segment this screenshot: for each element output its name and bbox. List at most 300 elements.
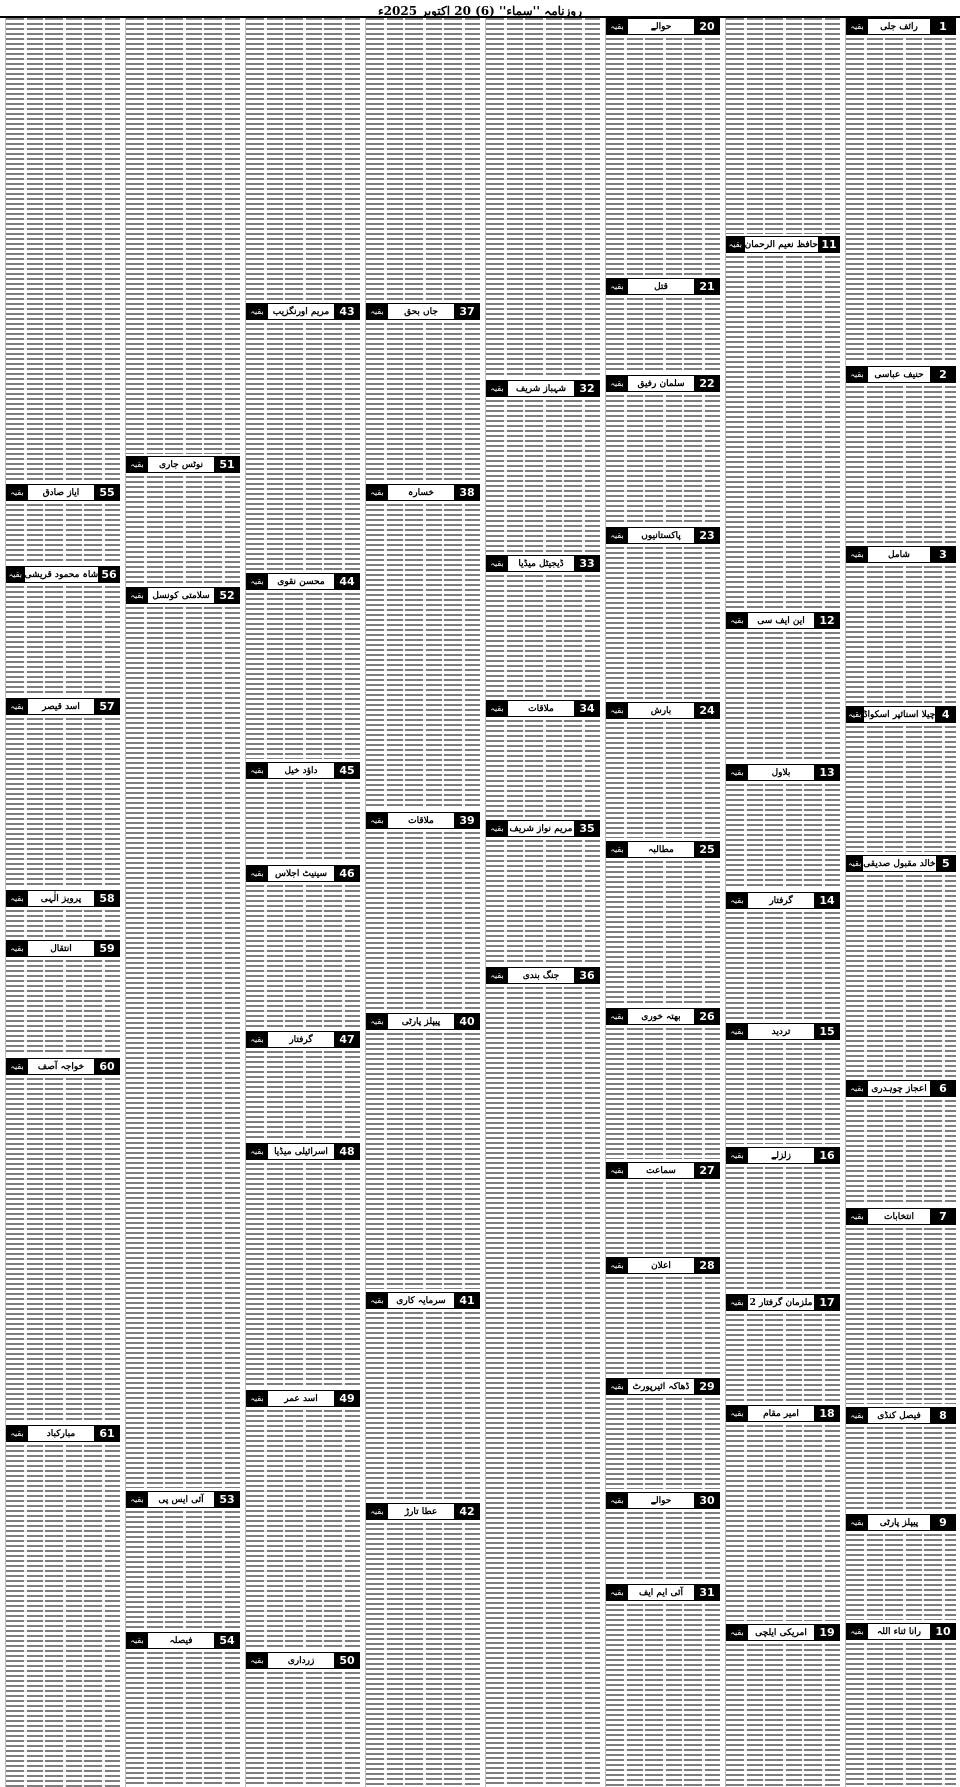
story-heading [246,865,360,882]
story-title: مطالبہ [628,841,694,858]
story-number: 12 [814,612,840,629]
story-number: 5 [936,855,956,872]
continuation-tag: بقیہ [246,1031,268,1048]
story-title: 2 ملزمان گرفتار [748,1294,814,1311]
story-heading [726,1023,840,1040]
body-text-block [246,18,360,301]
story-title: حوالے [628,1492,694,1509]
story-title: اعجاز چوہدری [868,1080,930,1097]
body-text-block [6,586,120,695]
continuation-tag: بقیہ [126,456,148,473]
body-text-block [126,18,240,454]
story-heading [606,1378,720,1395]
body-text-block [486,400,600,552]
story-number: 45 [334,762,360,779]
story-heading [6,1058,120,1075]
story-number: 33 [574,555,600,572]
continuation-tag: بقیہ [486,700,508,717]
body-text-block [486,840,600,964]
body-text-block [726,1644,840,1787]
story-number: 25 [694,841,720,858]
story-title: امریکی ایلچی [748,1624,814,1641]
story-heading [726,1147,840,1164]
story-title: فیصلہ [148,1632,214,1649]
story-title: پرویز الٰہی [28,890,94,907]
story-title: سینیٹ اجلاس [268,865,334,882]
body-text-block [606,861,720,1005]
story-number: 53 [214,1491,240,1508]
story-title: سلمان رفیق [628,375,694,392]
continuation-tag: بقیہ [606,278,628,295]
story-number: 39 [454,812,480,829]
body-text-block [126,1511,240,1629]
story-title: زرداری [268,1652,334,1669]
continuation-tag: بقیہ [846,855,863,872]
story-heading [726,1294,840,1311]
continuation-tag: بقیہ [6,890,28,907]
story-number: 17 [814,1294,840,1311]
story-number: 16 [814,1147,840,1164]
continuation-tag: بقیہ [726,1405,748,1422]
story-heading [246,1143,360,1160]
body-text-block [726,1167,840,1291]
story-title: آئی ایم ایف [628,1584,694,1601]
story-title: گرفتار [748,892,814,909]
story-title: داؤد خیل [268,762,334,779]
story-number: 14 [814,892,840,909]
story-title: بلاول [748,764,814,781]
story-title: رانا ثناء اللہ [868,1623,930,1640]
continuation-tag: بقیہ [606,1378,628,1395]
story-heading [126,456,240,473]
continuation-tag: بقیہ [846,1080,868,1097]
story-number: 34 [574,700,600,717]
body-text-block [246,1410,360,1649]
story-number: 48 [334,1143,360,1160]
body-text-block [606,1398,720,1489]
story-number: 26 [694,1008,720,1025]
body-text-block [126,607,240,1488]
story-number: 21 [694,278,720,295]
story-heading [6,698,120,715]
story-number: 35 [574,820,600,837]
body-text-block [606,395,720,524]
story-number: 9 [930,1514,956,1531]
story-title: نوٹس جاری [148,456,214,473]
continuation-tag: بقیہ [726,1147,748,1164]
news-column [486,18,600,1787]
story-heading [846,1080,956,1097]
story-heading [486,700,600,717]
story-heading [726,236,840,253]
story-heading [486,555,600,572]
body-text-block [366,1523,480,1787]
story-number: 28 [694,1257,720,1274]
body-text-block [606,298,720,372]
body-text-block [726,632,840,761]
story-number: 52 [214,587,240,604]
body-text-block [606,722,720,838]
story-heading [366,1503,480,1520]
continuation-tag: بقیہ [606,375,628,392]
story-heading [846,546,956,563]
body-text-block [846,1427,956,1511]
story-title: خالد مقبول صدیقی [863,855,935,872]
body-text-block [366,504,480,809]
story-title: شہباز شریف [508,380,574,397]
story-heading [126,1491,240,1508]
continuation-tag: بقیہ [606,841,628,858]
news-column [726,18,840,1787]
body-text-block [246,323,360,570]
story-number: 7 [930,1208,956,1225]
continuation-tag: بقیہ [486,380,508,397]
story-heading [126,1632,240,1649]
story-number: 31 [694,1584,720,1601]
continuation-tag: بقیہ [486,967,508,984]
story-title: محسن نقوی [268,573,334,590]
news-column [846,18,956,1787]
continuation-tag: بقیہ [726,612,748,629]
story-title: حافظ نعیم الرحمان [745,236,818,253]
story-title: قتل [628,278,694,295]
story-title: انتخابات [868,1208,930,1225]
story-heading [846,1208,956,1225]
story-title: گرفتار [268,1031,334,1048]
story-number: 20 [694,18,720,35]
continuation-tag: بقیہ [6,698,28,715]
body-text-block [846,38,956,363]
story-number: 59 [94,940,120,957]
story-title: فیصل کنڈی [868,1407,930,1424]
body-text-block [846,875,956,1077]
continuation-tag: بقیہ [246,1143,268,1160]
story-heading [366,812,480,829]
continuation-tag: بقیہ [846,1514,868,1531]
body-text-block [6,718,120,887]
body-text-block [126,1652,240,1787]
body-text-block [6,960,120,1055]
story-number: 30 [694,1492,720,1509]
story-heading [726,764,840,781]
continuation-tag: بقیہ [846,1208,868,1225]
story-number: 22 [694,375,720,392]
story-number: 8 [930,1407,956,1424]
continuation-tag: بقیہ [846,366,868,383]
continuation-tag: بقیہ [6,940,28,957]
story-heading [726,612,840,629]
body-text-block [606,1182,720,1254]
story-heading [246,1652,360,1669]
story-number: 58 [94,890,120,907]
story-number: 46 [334,865,360,882]
body-text-block [846,726,956,852]
body-text-block [366,323,480,481]
continuation-tag: بقیہ [726,236,745,253]
masthead [0,0,960,18]
body-text-block [846,386,956,543]
story-heading [486,967,600,984]
continuation-tag: بقیہ [246,762,268,779]
story-heading [6,566,120,583]
story-heading [246,762,360,779]
story-title: شاہ محمود قریشی [25,566,99,583]
story-heading [846,1514,956,1531]
story-heading [6,1425,120,1442]
body-text-block [6,18,120,482]
story-title: چیلا اسنائپر اسکواڈ [864,706,936,723]
story-number: 10 [930,1623,956,1640]
body-text-block [606,1512,720,1581]
story-heading [726,1624,840,1641]
story-number: 27 [694,1162,720,1179]
story-title: اسرائیلی میڈیا [268,1143,334,1160]
continuation-tag: بقیہ [366,484,388,501]
body-text-block [246,782,360,862]
continuation-tag: بقیہ [846,546,868,563]
body-text-block [726,1043,840,1144]
body-text-block [726,18,840,234]
body-text-block [6,504,120,563]
story-number: 13 [814,764,840,781]
continuation-tag: بقیہ [366,1503,388,1520]
continuation-tag: بقیہ [606,1492,628,1509]
story-title: پیپلز پارٹی [868,1514,930,1531]
continuation-tag: بقیہ [606,1257,628,1274]
body-text-block [486,18,600,378]
story-heading [606,527,720,544]
story-number: 3 [930,546,956,563]
story-heading [846,366,956,383]
story-title: امیر مقام [748,1405,814,1422]
continuation-tag: بقیہ [126,587,148,604]
story-title: آئی ایس پی [148,1491,214,1508]
story-heading [366,1013,480,1030]
continuation-tag: بقیہ [246,303,268,320]
story-title: بھتہ خوری [628,1008,694,1025]
story-number: 29 [694,1378,720,1395]
continuation-tag: بقیہ [606,1162,628,1179]
story-title: رائف جلی [868,18,930,35]
story-heading [246,1031,360,1048]
story-heading [846,18,956,35]
story-title: ملاقات [388,812,454,829]
story-heading [246,303,360,320]
story-title: سرمایہ کاری [388,1292,454,1309]
story-heading [486,820,600,837]
continuation-tag: بقیہ [606,1584,628,1601]
continuation-tag: بقیہ [246,865,268,882]
story-heading [126,587,240,604]
body-text-block [6,1078,120,1422]
body-text-block [486,987,600,1787]
newspaper-page [4,18,956,1787]
story-title: ڈیجیٹل میڈیا [508,555,574,572]
story-number: 6 [930,1080,956,1097]
continuation-tag: بقیہ [6,484,28,501]
body-text-block [486,575,600,697]
story-heading [606,1492,720,1509]
story-heading [606,278,720,295]
body-text-block [606,1277,720,1375]
story-title: حوالے [628,18,694,35]
story-number: 60 [94,1058,120,1075]
story-title: ڈھاکہ ائیرپورٹ [628,1378,694,1395]
story-title: اعلان [628,1257,694,1274]
body-text-block [846,1534,956,1620]
story-heading [6,890,120,907]
story-title: تردید [748,1023,814,1040]
continuation-tag: بقیہ [6,1425,28,1442]
story-title: اسد قیصر [28,698,94,715]
body-text-block [606,1604,720,1787]
story-number: 4 [935,706,956,723]
body-text-block [6,1445,120,1787]
body-text-block [6,910,120,937]
news-column [126,18,240,1787]
story-number: 37 [454,303,480,320]
story-title: ایاز صادق [28,484,94,501]
continuation-tag: بقیہ [126,1491,148,1508]
continuation-tag: بقیہ [486,820,508,837]
story-number: 19 [814,1624,840,1641]
continuation-tag: بقیہ [846,706,864,723]
story-number: 50 [334,1652,360,1669]
continuation-tag: بقیہ [366,303,388,320]
story-number: 55 [94,484,120,501]
body-text-block [606,547,720,699]
body-text-block [246,1672,360,1787]
continuation-tag: بقیہ [246,1652,268,1669]
story-number: 40 [454,1013,480,1030]
body-text-block [726,1425,840,1621]
story-number: 11 [818,236,840,253]
story-heading [846,706,956,723]
continuation-tag: بقیہ [366,1013,388,1030]
news-column [366,18,480,1787]
story-heading [486,380,600,397]
story-number: 18 [814,1405,840,1422]
story-number: 57 [94,698,120,715]
story-title: اسد عمر [268,1390,334,1407]
news-column [606,18,720,1787]
story-heading [246,1390,360,1407]
story-heading [246,573,360,590]
story-title: سماعت [628,1162,694,1179]
story-title: مریم نواز شریف [508,820,574,837]
story-title: خواجہ آصف [28,1058,94,1075]
story-heading [846,1623,956,1640]
story-title: بارش [628,702,694,719]
story-title: جاں بحق [388,303,454,320]
story-heading [606,1584,720,1601]
story-heading [606,841,720,858]
story-heading [366,303,480,320]
story-number: 44 [334,573,360,590]
story-number: 23 [694,527,720,544]
story-heading [6,940,120,957]
story-heading [6,484,120,501]
continuation-tag: بقیہ [726,1294,748,1311]
continuation-tag: بقیہ [606,527,628,544]
story-heading [846,1407,956,1424]
body-text-block [606,1028,720,1159]
continuation-tag: بقیہ [606,702,628,719]
continuation-tag: بقیہ [606,1008,628,1025]
story-title: سلامتی کونسل [148,587,214,604]
story-title: خسارہ [388,484,454,501]
story-title: زلزلے [748,1147,814,1164]
news-column [6,18,120,1787]
body-text-block [726,256,840,609]
story-heading [606,1257,720,1274]
story-number: 56 [98,566,120,583]
story-heading [366,1292,480,1309]
story-heading [606,1008,720,1025]
continuation-tag: بقیہ [726,1023,748,1040]
body-text-block [846,1100,956,1205]
story-number: 41 [454,1292,480,1309]
continuation-tag: بقیہ [726,892,748,909]
story-title: مبارکباد [28,1425,94,1442]
body-text-block [726,912,840,1020]
story-number: 32 [574,380,600,397]
story-number: 36 [574,967,600,984]
body-text-block [246,885,360,1028]
continuation-tag: بقیہ [246,573,268,590]
body-text-block [846,566,956,703]
story-title: حنیف عباسی [868,366,930,383]
story-heading [846,855,956,872]
continuation-tag: بقیہ [606,18,628,35]
story-number: 38 [454,484,480,501]
continuation-tag: بقیہ [246,1390,268,1407]
story-title: پیپلز پارٹی [388,1013,454,1030]
body-text-block [726,784,840,889]
story-title: این ایف سی [748,612,814,629]
body-text-block [246,1051,360,1140]
masthead-title: روزنامہ ''سماء'' (6) 20 اکتوبر 2025ء [377,4,583,18]
body-text-block [366,18,480,301]
story-number: 43 [334,303,360,320]
continuation-tag: بقیہ [366,1292,388,1309]
story-number: 49 [334,1390,360,1407]
story-heading [606,1162,720,1179]
story-title: جنگ بندی [508,967,574,984]
body-text-block [126,476,240,584]
continuation-tag: بقیہ [6,566,25,583]
continuation-tag: بقیہ [846,1407,868,1424]
continuation-tag: بقیہ [846,1623,868,1640]
continuation-tag: بقیہ [366,812,388,829]
body-text-block [846,1228,956,1404]
story-number: 15 [814,1023,840,1040]
story-heading [606,375,720,392]
story-title: انتقال [28,940,94,957]
news-column [246,18,360,1787]
story-number: 24 [694,702,720,719]
story-heading [366,484,480,501]
story-number: 1 [930,18,956,35]
story-number: 51 [214,456,240,473]
continuation-tag: بقیہ [726,1624,748,1641]
body-text-block [366,832,480,1010]
story-number: 47 [334,1031,360,1048]
story-number: 42 [454,1503,480,1520]
story-title: ملاقات [508,700,574,717]
continuation-tag: بقیہ [486,555,508,572]
continuation-tag: بقیہ [846,18,868,35]
